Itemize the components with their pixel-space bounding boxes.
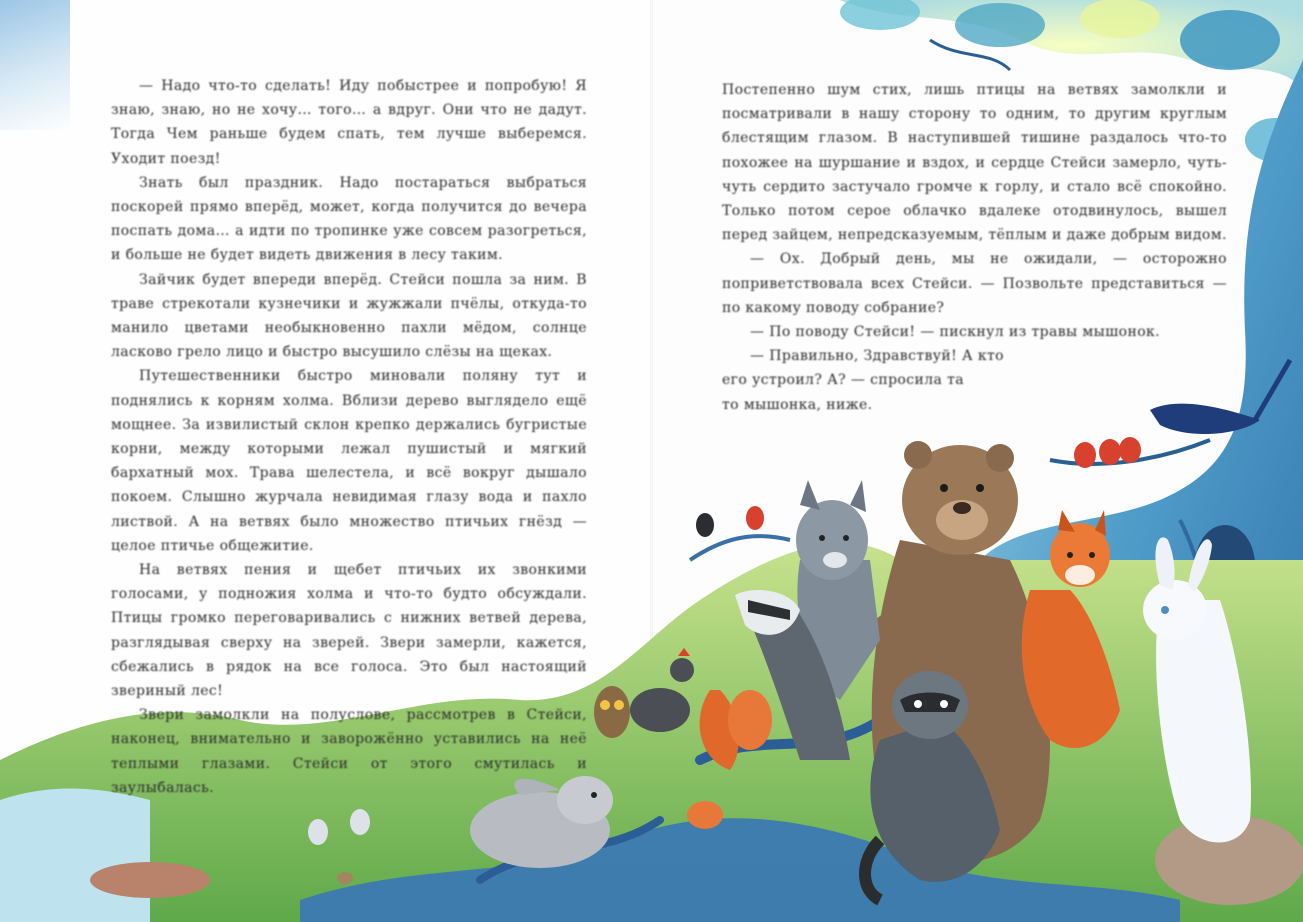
left-paragraph: Зайчик будет впереди вперёд. Стейси пошла за ним. В траве стрекотали кузнечики и жужжали пчёлы, откуда-то манило цветами необыкновенно пахли мёдом, солнце ласково грело лицо и быстро высушило слёзы на щеках. bbox=[111, 271, 587, 361]
right-paragraph: Постепенно шум стих, лишь птицы на ветвях замолкли и посматривали в нашу сторону то одним, то другим круглым блестящим глазом. В наступившей тишине раздалось что-то похожее на шуршание и вздох, и сердце Стейси замерло, чуть-чуть сердито застучало громче к горлу, и стало всё спокойно. Только потом серое облачко вдалеке отодвинулось, вышел перед зайцем, непредсказуемым, тёплым и даже добрым видом. bbox=[722, 82, 1227, 244]
right-paragraph: — Ох. Добрый день, мы не ожидали, — осторожно поприветствовала всех Стейси. — Позвольте представиться — по какому поводу собрание? bbox=[722, 251, 1227, 316]
right-page-text bbox=[722, 78, 1227, 417]
right-paragraph: — Правильно, Здравствуй! А кто bbox=[750, 348, 1004, 365]
right-paragraph: то мышонка, ниже. bbox=[722, 396, 873, 413]
left-paragraph: — Надо что-то сделать! Иду побыстрее и попробую! Я знаю, знаю, но не хочу… того… а вдруг. Они что не дадут. Тогда Чем раньше будем спать, тем лучше выберемся. Уходит поезд! bbox=[111, 78, 587, 167]
left-paragraph: На ветвях пения и щебет птичьих их звонкими голосами, у подножия холма и что-то будто обсуждали. Птицы громко переговаривались с нижних ветвей дерева, разглядывая сверху на зверей. Звери замерли, кажется, сбежались в рядок на все голоса. Это был настоящий звериный лес! bbox=[111, 562, 587, 700]
left-page-text bbox=[111, 74, 587, 800]
right-paragraph: его устроил? А? — спросила та bbox=[722, 372, 965, 389]
left-paragraph: Путешественники быстро миновали поляну тут и поднялись к корням холма. Вблизи дерево выглядело ещё мощнее. За извилистый склон крепко держались бугристые корни, между которыми лежал пушистый и мягкий бархатный мох. Трава шелестела, и всё вокруг дышало покоем. Слышно журчала невидимая глазу вода и пахло листвой. А на ветвях было множество птичьих гнёзд — целое птичье общежитие. bbox=[111, 368, 587, 554]
left-paragraph: Звери замолкли на полуслове, рассмотрев в Стейси, наконец, внимательно и заворожённо уставились на неё теплыми глазами. Стейси от этого смутилась и заулыбалась. bbox=[111, 707, 587, 796]
owl bbox=[594, 686, 630, 738]
right-paragraph: — По поводу Стейси! — пискнул из травы мышонок. bbox=[750, 324, 1161, 341]
left-paragraph: Знать был праздник. Надо постараться выбраться поскорей прямо вперёд, может, когда получится до вечера поспать дома… а идти по тропинке уже совсем разогреться, и больше не будет видеть движения в лесу таким. bbox=[111, 174, 587, 264]
small-birds bbox=[690, 506, 790, 560]
